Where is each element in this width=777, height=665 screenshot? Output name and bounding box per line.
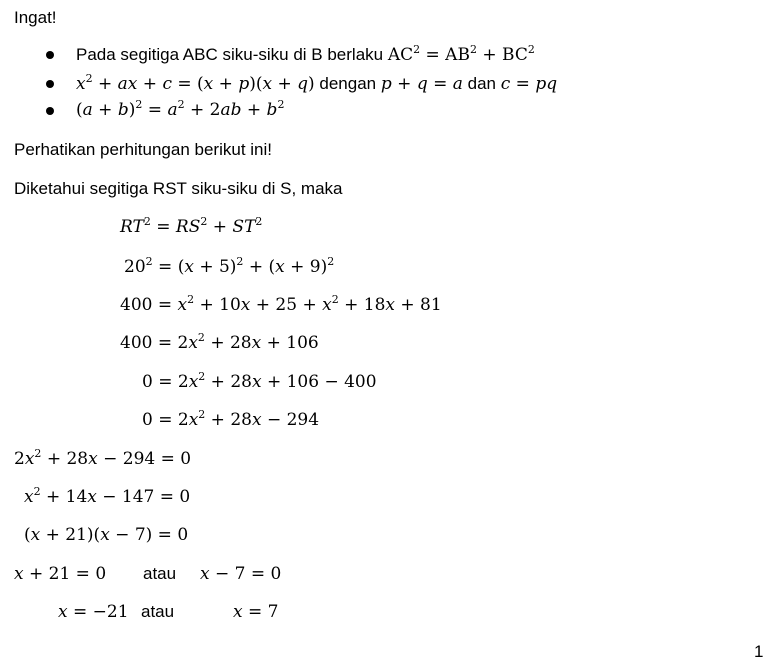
bullet-rule-pythagoras — [76, 44, 535, 66]
step-11-left: x = −21 — [58, 602, 129, 622]
intro-text: Perhatikan perhitungan berikut ini! — [14, 140, 272, 159]
step-7: $2x^2 + 28x - 294 = 0$ — [14, 447, 192, 469]
rule-text: Pada segitiga ABC siku-siku di B berlaku — [76, 45, 388, 64]
rule-eq: $AC^2 = AB^2 + BC^2$ — [387, 43, 535, 65]
page-number: 1 — [754, 642, 764, 661]
step-11-right: x = 7 — [233, 602, 279, 622]
bullet-rule-square: $(a + b)^2 = a^2 + 2ab + b^2$ — [76, 98, 285, 120]
heading: Ingat! — [14, 8, 57, 27]
step-6: $0 = 2x^2 + 28x - 294$ — [142, 408, 320, 430]
step-4: $400 = 2x^2 + 28x + 106$ — [120, 331, 319, 353]
step-1: $RT^2 = RS^2 + ST^2$ — [120, 215, 263, 237]
given-text: Diketahui segitiga RST siku-siku di S, maka — [14, 179, 343, 198]
step-10-atau: atau — [143, 564, 177, 583]
step-3: $400 = x^2 + 10x + 25 + x^2 + 18x + 81$ — [120, 293, 442, 315]
step-11-atau: atau — [141, 602, 175, 621]
step-9: (x + 21)(x − 7) = 0 — [24, 525, 189, 545]
bullet-dot — [46, 107, 54, 115]
bullet-dot — [46, 80, 54, 88]
step-5: $0 = 2x^2 + 28x + 106 - 400$ — [142, 370, 377, 392]
step-10-left: x + 21 = 0 — [14, 564, 107, 584]
step-2: $20^2 = (x + 5)^2 + (x + 9)^2$ — [124, 255, 335, 277]
bullet-dot — [46, 51, 54, 59]
bullet-rule-factoring: $x^2$ + ax + c = (x + p)(x + q) dengan p + q = a dan c = pq — [76, 72, 558, 94]
step-8: $x^2 + 14x - 147 = 0$ — [24, 485, 191, 507]
step-10-right: x − 7 = 0 — [200, 564, 282, 584]
